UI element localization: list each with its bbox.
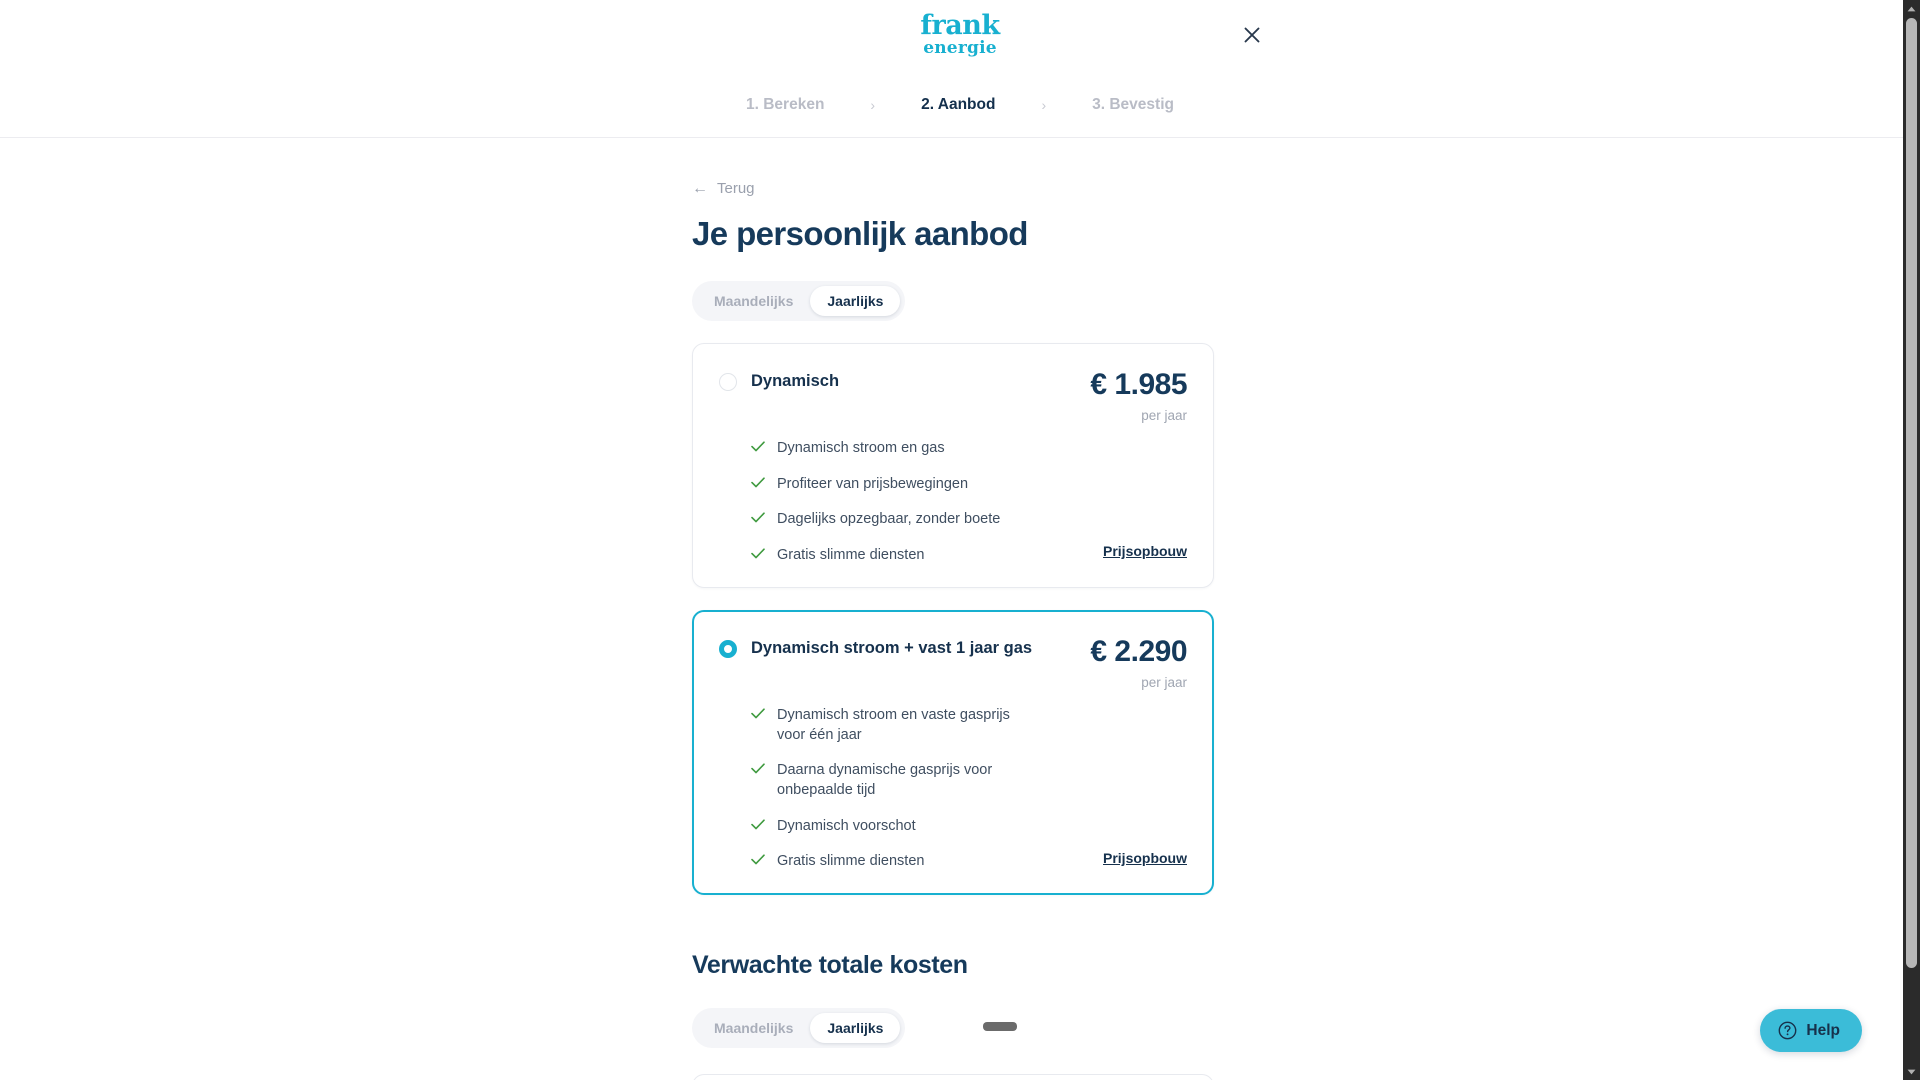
offer-feature-item xyxy=(751,706,1019,745)
offer-feature-label: Profiteer van prijsbewegingen xyxy=(777,475,969,492)
offer-card-dynamisch-stroom-vast-gas[interactable] xyxy=(692,610,1214,894)
offer-feature-item xyxy=(751,546,1019,566)
step-3-bevestig[interactable]: 3. Bevestig xyxy=(1092,96,1174,113)
offer-price: € 2.290 xyxy=(1090,635,1187,669)
offer-card-footer xyxy=(1103,850,1187,868)
toggle-option-jaarlijks[interactable]: Jaarlijks xyxy=(810,286,900,316)
help-button[interactable] xyxy=(1760,1009,1862,1052)
arrow-left-icon: ← xyxy=(692,179,708,197)
offer-price-period: per jaar xyxy=(1141,675,1187,691)
step-separator-2: › xyxy=(1041,97,1047,113)
totals-section-title: Verwachte totale kosten xyxy=(692,950,968,979)
offer-card-header xyxy=(719,368,1187,423)
offer-feature-label: Dynamisch voorschot xyxy=(777,817,916,834)
offer-price: € 1.985 xyxy=(1090,368,1187,401)
offer-feature-list xyxy=(751,706,1019,871)
check-icon xyxy=(751,477,765,488)
prijsopbouw-link[interactable]: Prijsopbouw xyxy=(1103,543,1187,560)
offer-card-title-group xyxy=(719,635,1032,658)
check-icon xyxy=(751,548,765,559)
step-2-aanbod[interactable]: 2. Aanbod xyxy=(921,96,996,113)
offer-radio-selected[interactable] xyxy=(719,640,737,658)
step-separator-1: › xyxy=(870,97,876,113)
logo-wordmark-sub: energie xyxy=(923,38,997,58)
totals-period-toggle[interactable] xyxy=(692,1008,905,1048)
question-mark-circle-icon xyxy=(1778,1021,1797,1040)
offer-feature-label: Dynamisch stroom en vaste gasprijs voor één jaar xyxy=(777,707,1010,743)
offer-feature-label: Gratis slimme diensten xyxy=(777,546,925,563)
offer-card-dynamisch[interactable] xyxy=(692,343,1214,588)
offer-title: Dynamisch stroom + vast 1 jaar gas xyxy=(751,639,1033,658)
offer-feature-item xyxy=(751,439,1019,459)
check-icon xyxy=(751,819,765,830)
offer-feature-label: Daarna dynamische gasprijs voor onbepaalde tijd xyxy=(777,762,993,798)
content-column xyxy=(692,138,1214,1080)
offer-card-header xyxy=(719,635,1187,690)
page-content xyxy=(0,138,1920,1080)
scroll-down-arrow-icon[interactable] xyxy=(1903,1063,1920,1080)
page-title: Je persoonlijk aanbod xyxy=(692,215,1028,252)
scrollbar-thumb[interactable] xyxy=(1906,18,1917,968)
scroll-up-arrow-icon[interactable] xyxy=(1903,0,1920,17)
offer-feature-item xyxy=(751,510,1019,530)
offer-feature-item xyxy=(751,817,1019,837)
toggle-option-maandelijks[interactable]: Maandelijks xyxy=(714,293,794,309)
offer-card-footer xyxy=(1103,543,1187,561)
check-icon xyxy=(751,708,765,719)
close-icon[interactable] xyxy=(1239,22,1265,48)
back-link-label: Terug xyxy=(717,180,755,197)
offer-feature-item xyxy=(751,475,1019,495)
offer-feature-label: Dynamisch stroom en gas xyxy=(777,440,945,456)
offer-feature-list xyxy=(751,439,1019,565)
back-link[interactable] xyxy=(692,180,755,197)
help-button-label: Help xyxy=(1806,1021,1840,1039)
logo-wordmark-main: frank xyxy=(920,10,1000,41)
offer-feature-label: Gratis slimme diensten xyxy=(777,853,925,870)
check-icon xyxy=(751,854,765,865)
prijsopbouw-link[interactable]: Prijsopbouw xyxy=(1103,849,1187,866)
text-cursor-marker xyxy=(983,1022,1017,1031)
check-icon xyxy=(751,441,765,452)
check-icon xyxy=(751,763,765,774)
offer-feature-label: Dagelijks opzegbaar, zonder boete xyxy=(777,511,1001,528)
vertical-scrollbar[interactable] xyxy=(1903,0,1920,1080)
step-1-bereken[interactable]: 1. Bereken xyxy=(746,96,825,113)
offer-price-block xyxy=(1090,635,1187,690)
offer-feature-item xyxy=(751,852,1019,872)
offer-period-toggle[interactable] xyxy=(692,281,905,321)
check-icon xyxy=(751,512,765,523)
totals-card-partial xyxy=(692,1074,1214,1080)
totals-toggle-option-jaarlijks[interactable]: Jaarlijks xyxy=(810,1013,900,1043)
offer-price-block xyxy=(1090,368,1187,423)
page-header xyxy=(0,0,1920,138)
totals-toggle-row xyxy=(692,980,1214,1048)
totals-toggle-option-maandelijks[interactable]: Maandelijks xyxy=(714,1019,794,1036)
offer-radio-unselected[interactable] xyxy=(719,373,737,391)
offer-card-title-group xyxy=(719,368,839,391)
offer-price-period: per jaar xyxy=(1141,408,1187,423)
progress-stepper xyxy=(0,96,1920,114)
offer-title: Dynamisch xyxy=(751,372,840,390)
offer-feature-item xyxy=(751,761,1019,800)
frank-energie-logo xyxy=(0,12,1920,57)
